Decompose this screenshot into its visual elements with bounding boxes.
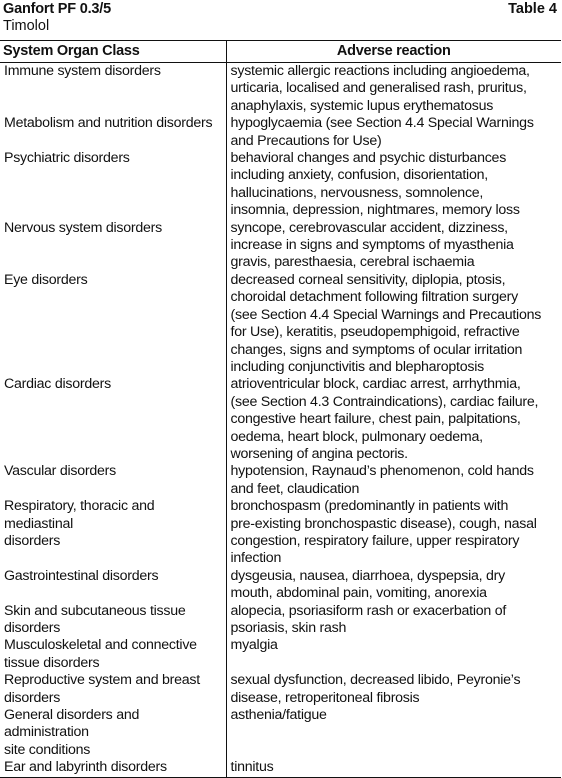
adverse-reaction-cell: myalgia (230, 637, 278, 654)
table-number: Table 4 (508, 1, 557, 17)
table-row (0, 376, 561, 463)
table-row (0, 463, 561, 498)
table-row (0, 63, 561, 116)
table-row (0, 707, 561, 759)
system-organ-class-cell: Ear and labyrinth disorders (0, 759, 226, 777)
adverse-reaction-cell: bronchospasm (predominantly in patients with pre-existing bronchospastic disease), cough, nasal congestion, respiratory failure, upper respiratory infection (230, 498, 537, 567)
system-organ-class-cell: General disorders and administration site conditions (0, 707, 226, 759)
system-organ-class-cell: Immune system disorders (0, 63, 226, 116)
adverse-reaction-cell: atrioventricular block, cardiac arrest, arrhythmia, (see Section 4.3 Contraindications), cardiac failure, congestive heart failure, chest pain, palpitations, oedema, heart block, pulmonary oedema, worsening of angina pectoris. (230, 376, 539, 462)
table-row (0, 272, 561, 376)
system-organ-class-cell: Gastrointestinal disorders (0, 568, 226, 603)
document-header (3, 1, 559, 19)
adverse-reaction-cell: sexual dysfunction, decreased libido, Peyronie’s disease, retroperitoneal fibrosis (230, 672, 521, 706)
table-row (0, 759, 561, 777)
product-title: Ganfort PF 0.3/5 (3, 1, 111, 17)
adverse-reactions-table (0, 40, 561, 778)
system-organ-class-cell: Eye disorders (0, 272, 226, 376)
system-organ-class-cell: Psychiatric disorders (0, 150, 226, 220)
column-header-adverse-reaction: Adverse reaction (226, 41, 561, 63)
table-row (0, 637, 561, 672)
adverse-reaction-cell: dysgeusia, nausea, diarrhoea, dyspepsia, dry mouth, abdominal pain, vomiting, anorexia (230, 567, 506, 602)
adverse-reaction-cell: decreased corneal sensitivity, diplopia, ptosis, choroidal detachment following filtration surgery (see Section 4.4 Special Warnings and Precautions for Use), keratitis, pseudopemphigoid, refractive changes, signs and symptoms of ocular irritation including conjunctivitis and blepharoptosis (230, 271, 542, 375)
table-row (0, 220, 561, 272)
adverse-reaction-cell: syncope, cerebrovascular accident, dizziness, increase in signs and symptoms of myasthenia gravis, paresthaesia, cerebral ischaemia (230, 219, 514, 271)
adverse-reaction-cell: systemic allergic reactions including angioedema, urticaria, localised and generalised rash, pruritus, anaphylaxis, systemic lupus erythematosus (230, 63, 530, 114)
table-row (0, 115, 561, 150)
system-organ-class-cell: Vascular disorders (0, 463, 226, 498)
system-organ-class-cell: Respiratory, thoracic and mediastinal disorders (0, 498, 226, 568)
adverse-reaction-cell: tinnitus (226, 759, 561, 777)
adverse-reaction-cell: alopecia, psoriasiform rash or exacerbation of psoriasis, skin rash (230, 602, 507, 636)
substance-subtitle: Timolol (3, 18, 50, 34)
table-header-row (0, 41, 561, 63)
table-row (0, 498, 561, 568)
system-organ-class-cell: Cardiac disorders (0, 376, 226, 463)
table-row (0, 568, 561, 603)
adverse-reaction-cell: asthenia/fatigue (230, 707, 327, 724)
adverse-reaction-cell: behavioral changes and psychic disturbances including anxiety, confusion, disorientation, hallucinations, nervousness, somnolence, insomnia, depression, nightmares, memory loss (230, 150, 520, 219)
adverse-reaction-cell: hypotension, Raynaud’s phenomenon, cold hands and feet, claudication (230, 463, 534, 497)
system-organ-class-cell: Metabolism and nutrition disorders (0, 115, 226, 150)
column-header-soc: System Organ Class (0, 41, 226, 63)
table-row (0, 150, 561, 220)
table-row (0, 603, 561, 638)
system-organ-class-cell: Nervous system disorders (0, 220, 226, 272)
system-organ-class-cell: Musculoskeletal and connective tissue disorders (0, 637, 226, 672)
table-row (0, 672, 561, 707)
system-organ-class-cell: Skin and subcutaneous tissue disorders (0, 603, 226, 638)
adverse-reaction-cell: hypoglycaemia (see Section 4.4 Special Warnings and Precautions for Use) (230, 115, 534, 149)
system-organ-class-cell: Reproductive system and breast disorders (0, 672, 226, 707)
